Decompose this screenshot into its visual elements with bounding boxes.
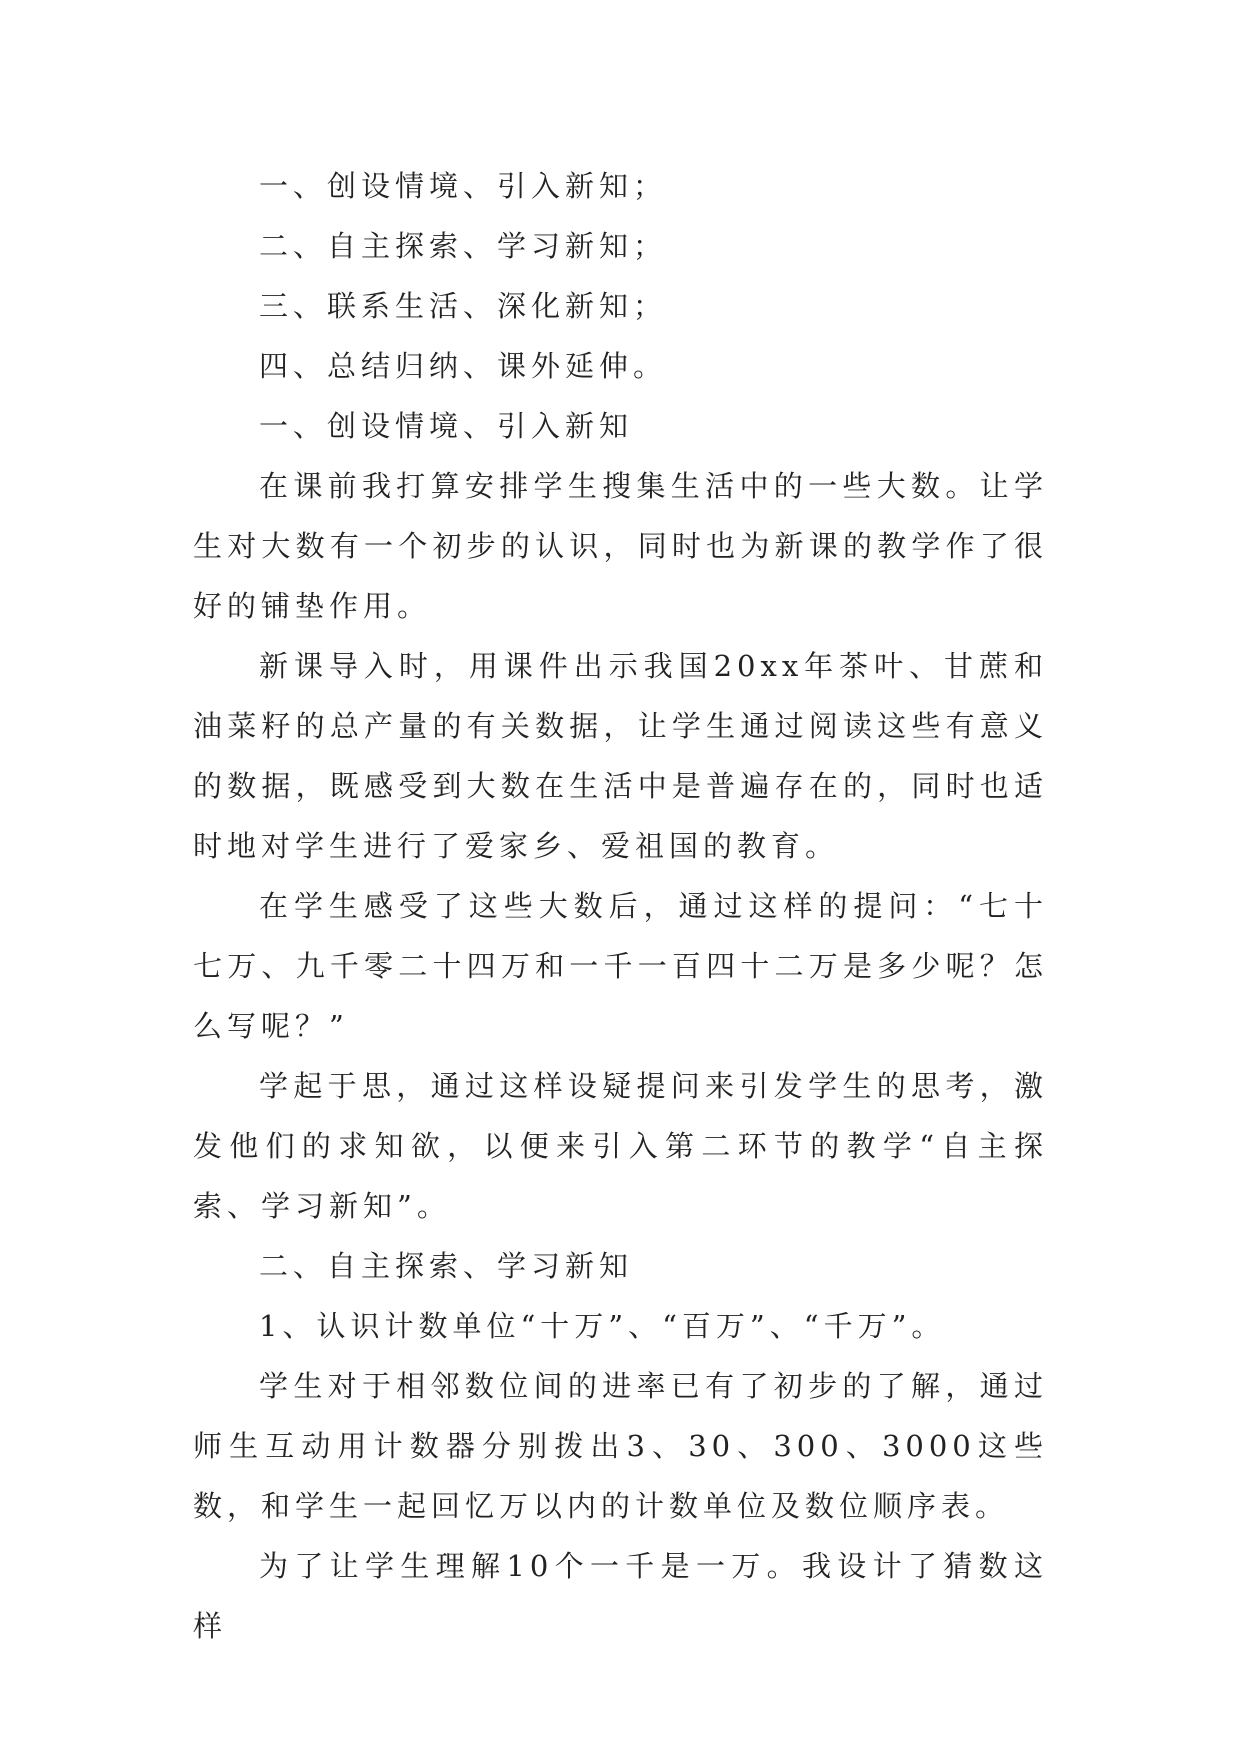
body-paragraph: 在学生感受了这些大数后，通过这样的提问：“七十七万、九千零二十四万和一千一百四十二万是多少呢？怎么写呢？” <box>193 889 1048 1043</box>
outline-item-3: 三、联系生活、深化新知； <box>259 289 668 323</box>
section-heading-2: 二、自主探索、学习新知 <box>259 1249 634 1283</box>
section-heading-1: 一、创设情境、引入新知 <box>259 409 634 443</box>
body-paragraph: 新课导入时，用课件出示我国20xx年茶叶、甘蔗和油菜籽的总产量的有关数据，让学生通过阅读这些有意义的数据，既感受到大数在生活中是普遍存在的，同时也适时地对学生进行了爱家乡、爱祖国的教育。 <box>193 649 1048 863</box>
body-paragraph: 在课前我打算安排学生搜集生活中的一些大数。让学生对大数有一个初步的认识，同时也为新课的教学作了很好的铺垫作用。 <box>193 469 1048 623</box>
document-body <box>193 156 1048 1656</box>
outline-item-1: 一、创设情境、引入新知； <box>259 169 668 203</box>
outline-item-2: 二、自主探索、学习新知； <box>259 229 668 263</box>
subsection-heading: 1、认识计数单位“十万”、“百万”、“千万”。 <box>259 1309 946 1343</box>
body-paragraph: 学起于思，通过这样设疑提问来引发学生的思考，激发他们的求知欲，以便来引入第二环节的教学“自主探索、学习新知”。 <box>193 1069 1048 1223</box>
body-paragraph: 学生对于相邻数位间的进率已有了初步的了解，通过师生互动用计数器分别拨出3、30、300、3000这些数，和学生一起回忆万以内的计数单位及数位顺序表。 <box>193 1369 1048 1523</box>
body-paragraph: 为了让学生理解10个一千是一万。我设计了猜数这样 <box>193 1549 1048 1643</box>
outline-item-4: 四、总结归纳、课外延伸。 <box>259 349 668 383</box>
